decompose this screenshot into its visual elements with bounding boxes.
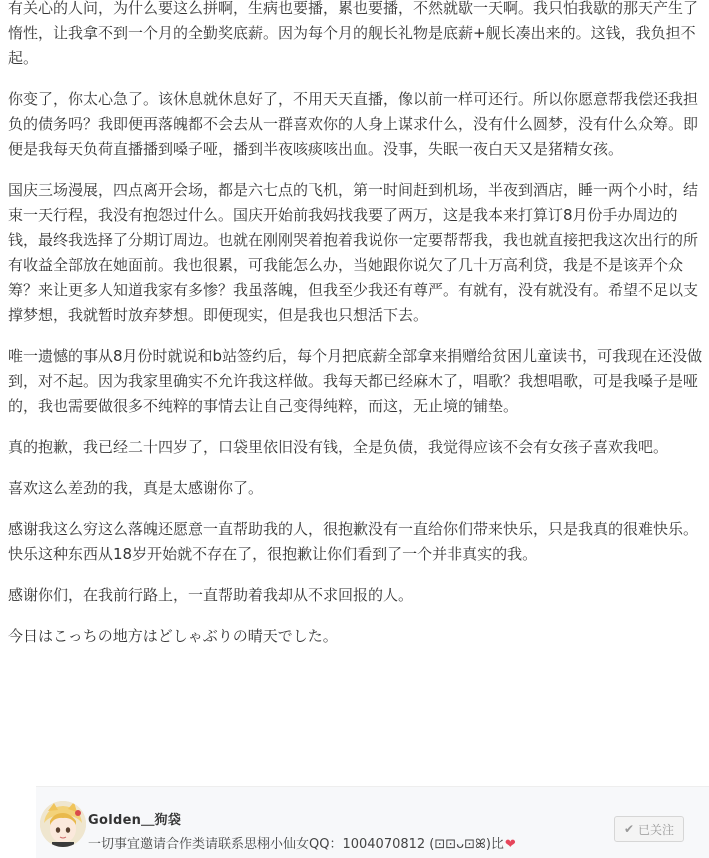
anime-character-avatar-icon <box>40 801 86 847</box>
article-paragraph: 唯一遗憾的事从8月份时就说和b站签约后，每个月把底薪全部拿来捐赠给贫困儿童读书，可我现在还没做到，对不起。因为我家里确实不允许我这样做。我每天都已经麻木了，唱歌？我想唱歌，可是我嗓子是哑的，我也需要做很多不纯粹的事情去让自己变得纯粹，而这，无止境的铺垫。 <box>8 347 703 415</box>
heart-icon: ❤ <box>504 837 516 852</box>
follow-button[interactable] <box>614 816 684 842</box>
article-paragraph: 有关心的人问，为什么要这么拼啊，生病也要播，累也要播，不然就歇一天啊。我只怕我歇的那天产生了惰性，让我拿不到一个月的全勤奖底薪。因为每个月的舰长礼物是底薪+舰长凑出来的。这钱，我负担不起。 <box>8 0 699 67</box>
author-card <box>36 786 709 858</box>
avatar[interactable] <box>40 801 86 847</box>
article-body <box>8 0 704 665</box>
author-bio-text: 一切事宜邀请合作类请联系思栩小仙女QQ：1004070812 (⊡⊡ᴗ⊡ꕤ)比 <box>88 837 504 852</box>
check-icon: ✔ <box>623 822 635 836</box>
follow-button-label: 已关注 <box>638 822 675 837</box>
author-bio <box>88 833 516 852</box>
author-name[interactable]: Golden＿狗袋 <box>88 813 182 828</box>
article-paragraph: 国庆三场漫展，四点离开会场，都是六七点的飞机，第一时间赶到机场，半夜到酒店，睡一两个小时，结束一天行程，我没有抱怨过什么。国庆开始前我妈找我要了两万，这是我本来打算订8月份手办周边的钱，最终我选择了分期订周边。也就在刚刚哭着抱着我说你一定要帮帮我，我也就直接把我这次出行的所有收益全部放在她面前。我也很累，可我能怎么办，当她跟你说欠了几十万高利贷，我是不是该弄个众筹？来让更多人知道我家有多惨？我虽落魄，但我至少我还有尊严。有就有，没有就没有。希望不足以支撑梦想，我就暂时放弃梦想。即便现实，但是我也只想活下去。 <box>8 181 699 324</box>
article-paragraph: 你变了，你太心急了。该休息就休息好了，不用天天直播，像以前一样可还行。所以你愿意帮我偿还我担负的债务吗？我即便再落魄都不会去从一群喜欢你的人身上谋求什么，没有什么圆梦，没有什么众筹。即便是我每天负荷直播播到嗓子哑，播到半夜咳痰咳出血。没事，失眠一夜白天又是猪精女孩。 <box>8 90 699 158</box>
article-paragraph: 感谢我这么穷这么落魄还愿意一直帮助我的人，很抱歉没有一直给你们带来快乐，只是我真的很难快乐。快乐这种东西从18岁开始就不存在了，很抱歉让你们看到了一个并非真实的我。 <box>8 520 699 563</box>
article-paragraph: 喜欢这么差劲的我，真是太感谢你了。 <box>8 479 264 497</box>
article-paragraph: 感谢你们，在我前行路上，一直帮助着我却从不求回报的人。 <box>8 586 414 604</box>
article-paragraph: 今日はこっちの地方はどしゃぶりの晴天でした。 <box>8 627 338 645</box>
article-paragraph: 真的抱歉，我已经二十四岁了，口袋里依旧没有钱，全是负债，我觉得应该不会有女孩子喜欢我吧。 <box>8 438 669 456</box>
